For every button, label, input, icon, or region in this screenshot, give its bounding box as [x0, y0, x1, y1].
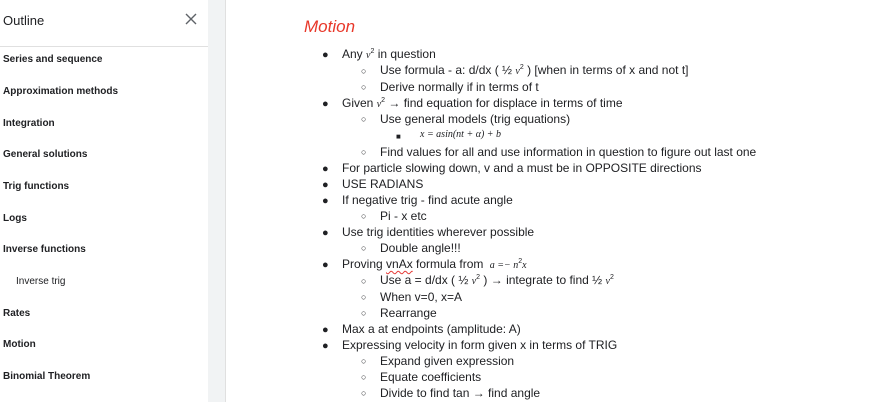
outline-header [0, 0, 208, 47]
list-item: Rearrange [380, 306, 437, 320]
bullet-level2-icon: ○ [361, 308, 367, 318]
list-item [342, 96, 623, 110]
list-item: USE RADIANS [342, 177, 424, 191]
math-var: v [605, 276, 610, 287]
bullet-level2-icon: ○ [361, 372, 367, 382]
math-var: x [522, 260, 527, 271]
item-text: → find equation for displace in terms of time [385, 96, 623, 110]
math-expr: a =− n [489, 260, 519, 271]
document-page[interactable] [226, 0, 870, 402]
bullet-level1-icon: ● [322, 324, 329, 336]
bullet-level1-icon: ● [322, 340, 329, 352]
close-icon [184, 12, 198, 26]
bullet-level2-icon: ○ [361, 82, 367, 92]
bullet-level2-icon: ○ [361, 292, 367, 302]
math-sup: 2 [518, 258, 523, 265]
outline-item-approximation-methods[interactable]: Approximation methods [3, 86, 119, 97]
bullet-level1-icon: ● [322, 259, 329, 271]
math-var: v [471, 276, 477, 287]
outline-item-series-and-sequence[interactable]: Series and sequence [3, 54, 103, 65]
close-outline-button[interactable] [184, 12, 198, 26]
list-item: Max a at endpoints (amplitude: A) [342, 322, 521, 336]
bullet-level1-icon: ● [322, 163, 329, 175]
bullet-level3-icon: ■ [396, 132, 401, 141]
item-text: Given [342, 96, 377, 110]
bullet-level1-icon: ● [322, 49, 329, 61]
math-var: v [515, 66, 520, 77]
list-item [380, 273, 614, 287]
outline-item-binomial-theorem[interactable]: Binomial Theorem [3, 371, 91, 382]
bullet-level2-icon: ○ [361, 388, 367, 398]
item-text: formula from [412, 257, 487, 271]
list-item: Derive normally if in terms of t [380, 80, 539, 94]
bullet-level1-icon: ● [322, 98, 329, 110]
list-item: Use trig identities wherever possible [342, 225, 535, 239]
list-item: Double angle!!! [380, 241, 461, 255]
math-sup: 2 [370, 48, 375, 55]
math-sup: 2 [609, 274, 614, 281]
list-item: Expand given expression [380, 354, 515, 368]
list-item [342, 47, 436, 61]
list-item: Divide to find tan → find angle [380, 386, 541, 400]
outline-item-rates[interactable]: Rates [3, 308, 31, 319]
bullet-level2-icon: ○ [361, 66, 367, 76]
bullet-level2-icon: ○ [361, 211, 367, 221]
list-item: Find values for all and use information in question to figure out last one [380, 145, 757, 159]
outline-item-motion[interactable]: Motion [3, 339, 36, 350]
list-item: Equate coefficients [380, 370, 482, 384]
outline-item-integration[interactable]: Integration [3, 118, 55, 129]
outline-item-general-solutions[interactable]: General solutions [3, 149, 88, 160]
math-sup: 2 [476, 274, 481, 281]
bullet-level2-icon: ○ [361, 147, 367, 157]
list-item: Expressing velocity in form given x in terms of TRIG [342, 338, 618, 352]
item-text: Proving [342, 257, 387, 271]
math-var: v [366, 50, 371, 61]
bullet-level1-icon: ● [322, 227, 329, 239]
bullet-level2-icon: ○ [361, 276, 367, 286]
list-item: If negative trig - find acute angle [342, 193, 513, 207]
item-text: Use a = d/dx ( ½ [380, 273, 472, 287]
math-sup: 2 [381, 97, 386, 104]
bullet-level2-icon: ○ [361, 356, 367, 366]
list-item: Pi - x etc [380, 209, 427, 223]
bullet-level2-icon: ○ [361, 243, 367, 253]
outline-title: Outline [3, 13, 45, 28]
outline-item-logs[interactable]: Logs [3, 213, 27, 224]
spellcheck-word[interactable]: vnAx [386, 257, 413, 271]
list-item [380, 63, 689, 77]
equation: x = asin(nt + α) + b [420, 129, 502, 140]
list-item: Use general models (trig equations) [380, 112, 571, 126]
math-var: v [376, 99, 382, 110]
section-heading: Motion [304, 17, 356, 36]
item-text: ) → integrate to find ½ [480, 273, 606, 287]
item-text: ) [when in terms of x and not t] [523, 63, 689, 77]
outline-item-inverse-functions[interactable]: Inverse functions [3, 244, 86, 255]
item-text: in question [374, 47, 436, 61]
list-item [342, 257, 527, 271]
bullet-level2-icon: ○ [361, 114, 367, 124]
list-item: When v=0, x=A [380, 290, 463, 304]
item-text: Any [342, 47, 367, 61]
item-text: Use formula - a: d/dx ( ½ [380, 63, 516, 77]
math-sup: 2 [519, 64, 524, 71]
bullet-level1-icon: ● [322, 179, 329, 191]
outline-item-trig-functions[interactable]: Trig functions [3, 181, 70, 192]
bullet-level1-icon: ● [322, 195, 329, 207]
page-gutter [208, 0, 226, 402]
outline-panel [0, 0, 208, 402]
outline-item-inverse-trig[interactable]: Inverse trig [16, 276, 66, 287]
list-item: For particle slowing down, v and a must be in OPPOSITE directions [342, 161, 702, 175]
